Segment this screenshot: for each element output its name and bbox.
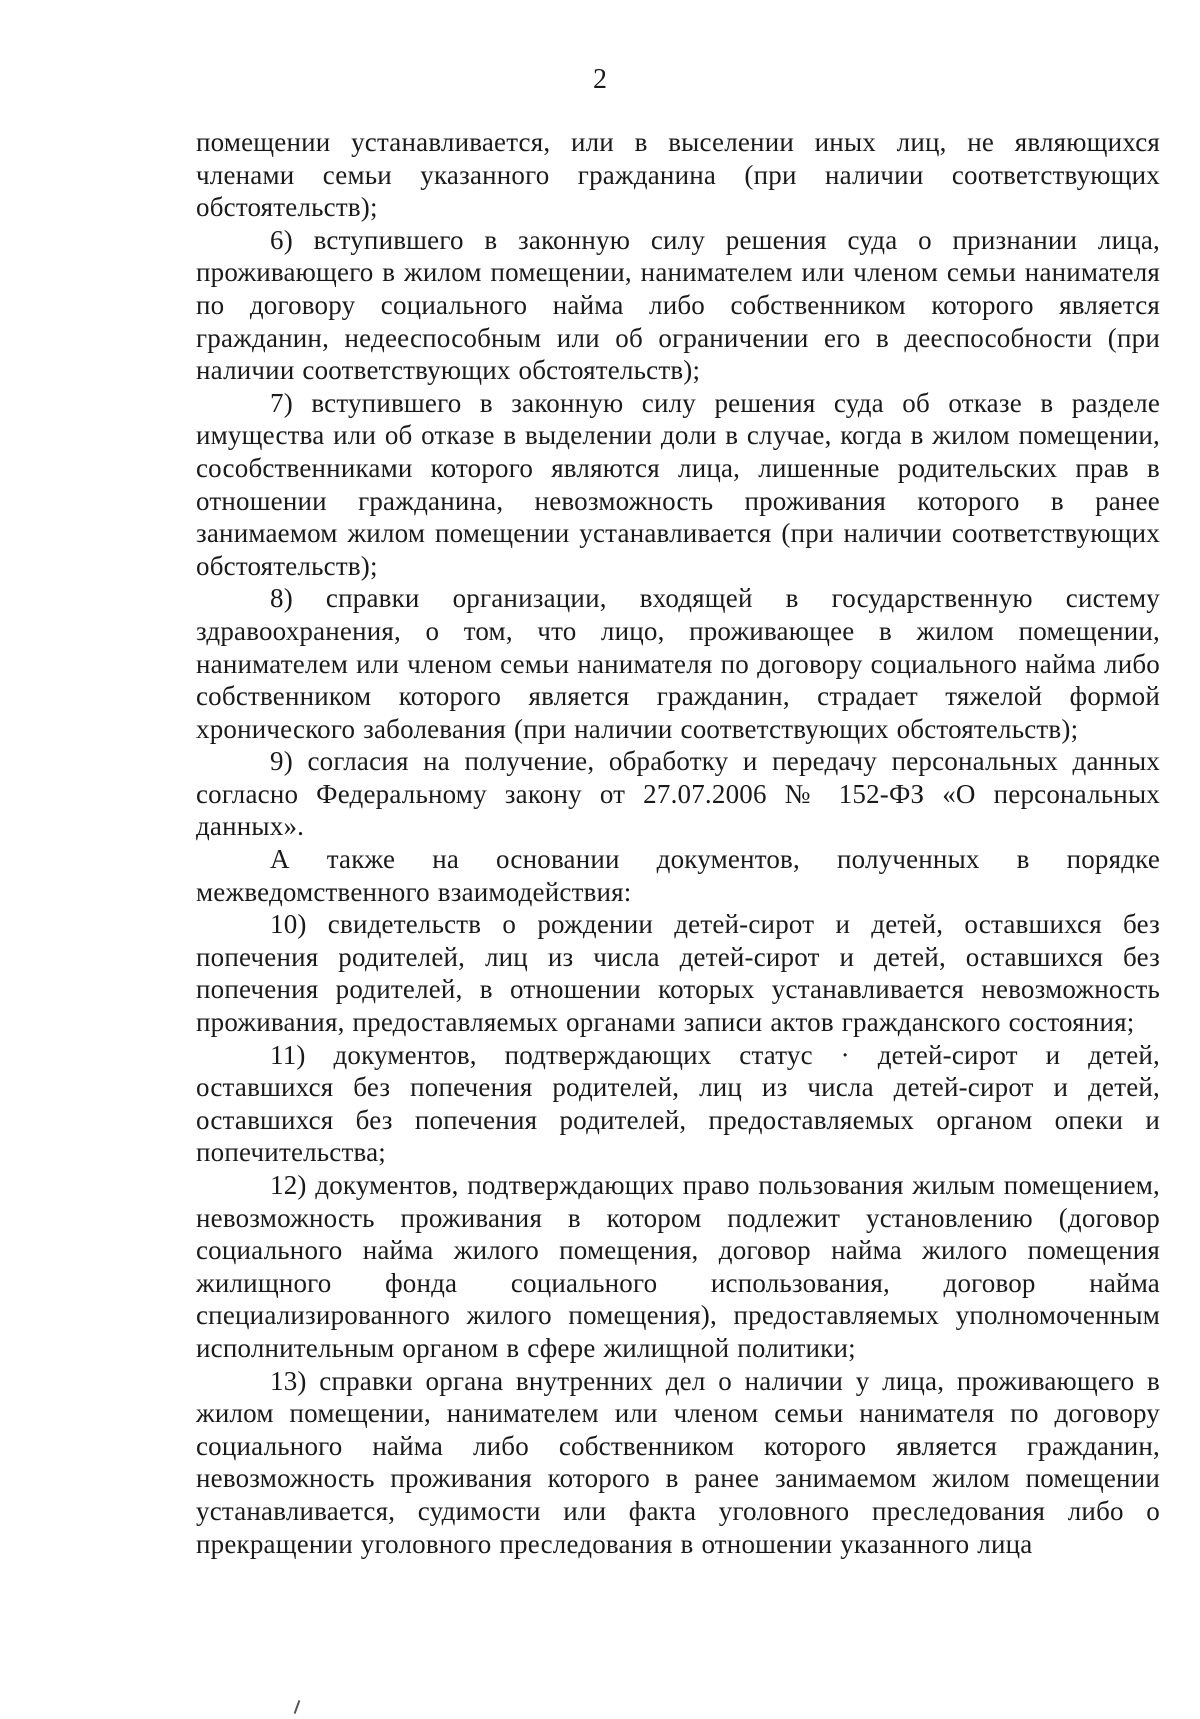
paragraph-item-8: 8) справки организации, входящей в государственную систему здравоохранения, о том, что лицо, проживающее в жилом помещении, нанимателем или членом семьи нанимателя по договору социального найма либо собственником которого является гражданин, страдает тяжелой формой хронического заболевания (при наличии соответствующих обстоятельств); [196,583,1160,744]
paragraph-item-9: 9) согласия на получение, обработку и передачу персональных данных согласно Федеральному закону от 27.07.2006 № 152-ФЗ «О персональных данных». [196,746,1160,842]
paragraph-item-12: 12) документов, подтверждающих право пользования жилым помещением, невозможность проживания в котором подлежит установлению (договор социального найма жилого помещения, договор найма жилого помещения жилищного фонда социального использования, договор найма специализированного жилого помещения), предоставляемых уполномоченным исполнительным органом в сфере жилищной политики; [196,1170,1160,1363]
paragraph-continuation: помещении устанавливается, или в выселении иных лиц, не являющихся членами семьи указанного гражданина (при наличии соответствующих обстоятельств); [196,127,1160,223]
paragraph-item-10: 10) свидетельств о рождении детей-сирот и детей, оставшихся без попечения родителей, лиц из числа детей-сирот и детей, оставшихся без попечения родителей, в отношении которых устанавливается невозможность проживания, предоставляемых органами записи актов гражданского состояния; [196,909,1160,1038]
paragraph-item-6: 6) вступившего в законную силу решения суда о признании лица, проживающего в жилом помещении, нанимателем или членом семьи нанимателя по договору социального найма либо собственником которого является гражданин, недееспособным или об ограничении его в дееспособности (при наличии соответствующих обстоятельств); [196,224,1160,386]
scan-artifact-mark [294,1700,301,1714]
page-number: 2 [593,64,607,95]
paragraph-item-13: 13) справки органа внутренних дел о наличии у лица, проживающего в жилом помещении, нанимателем или членом семьи нанимателя по договору социального найма либо собственником которого является гражданин, невозможность проживания которого в ранее занимаемом жилом помещении устанавливается, судимости или факта уголовного преследования либо о прекращении уголовного преследования в отношении указанного лица [196,1365,1160,1559]
paragraph-item-7: 7) вступившего в законную силу решения суда об отказе в разделе имущества или об отказе в выделении доли в случае, когда в жилом помещении, сособственниками которого являются лица, лишенные родительских прав в отношении гражданина, невозможность проживания которого в ранее занимаемом жилом помещении устанавливается (при наличии соответствующих обстоятельств); [196,387,1160,581]
paragraph-item-11: 11) документов, подтверждающих статус · детей-сирот и детей, оставшихся без попечения родителей, лиц из числа детей-сирот и детей, оставшихся без попечения родителей, предоставляемых органом опеки и попечительства; [196,1039,1160,1168]
document-body [196,126,1160,1560]
paragraph-interagency-intro: А также на основании документов, полученных в порядке межведомственного взаимодействия: [196,844,1160,907]
